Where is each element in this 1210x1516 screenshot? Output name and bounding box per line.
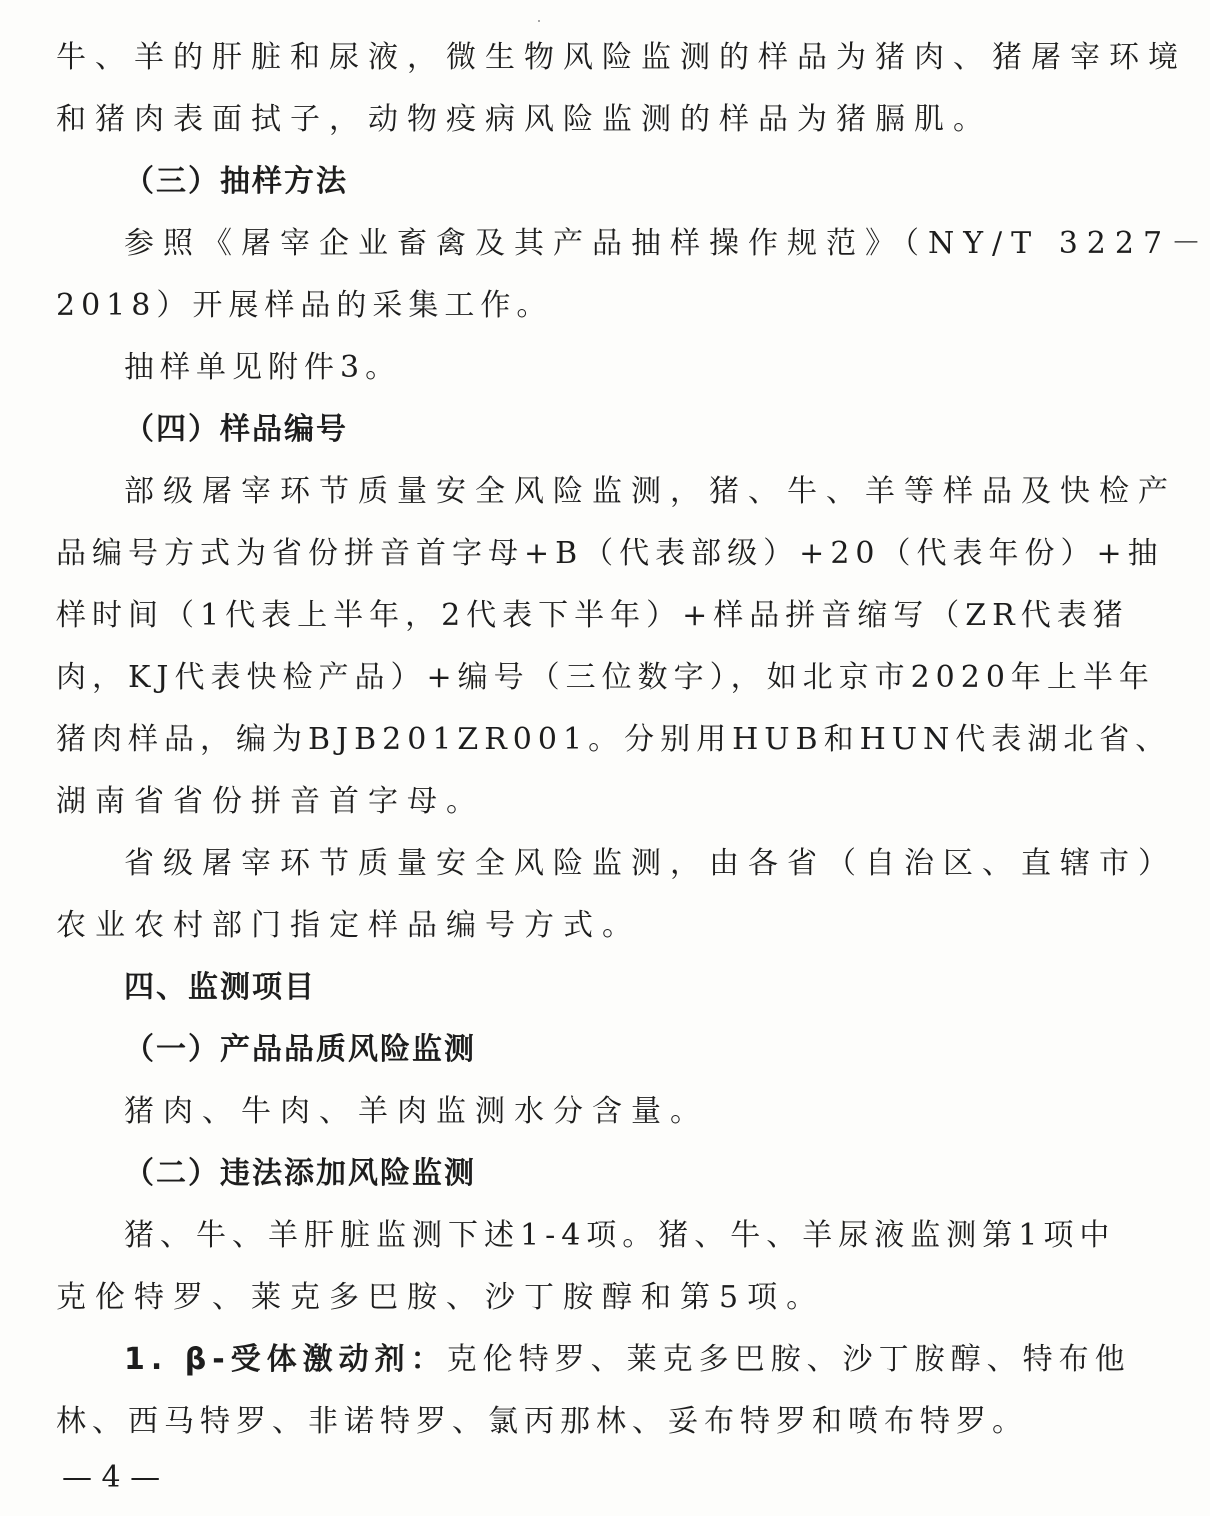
section-heading: （三）抽样方法 [124,164,348,199]
body-line: 猪肉、牛肉、羊肉监测水分含量。 [124,1094,709,1129]
chapter-heading: 四、监测项目 [124,970,316,1005]
body-line: 和猪肉表面拭子，动物疫病风险监测的样品为猪膈肌。 [56,102,992,137]
section-heading: （一）产品品质风险监测 [124,1032,476,1067]
body-line: 肉，KJ代表快检产品）+编号（三位数字），如北京市2020年上半年 [56,660,1155,695]
body-line: 克伦特罗、莱克多巴胺、沙丁胺醇和第5项。 [56,1280,826,1315]
body-line: 猪肉样品，编为BJB201ZR001。分别用HUB和HUN代表湖北省、 [56,722,1172,757]
item-1-text: 克伦特罗、莱克多巴胺、沙丁胺醇、特布他 [446,1342,1131,1377]
body-line: 2018）开展样品的采集工作。 [56,288,553,323]
body-line: 牛、羊的肝脏和尿液，微生物风险监测的样品为猪肉、猪屠宰环境 [56,40,1187,75]
body-line: 抽样单见附件3。 [124,350,402,385]
body-line: 省级屠宰环节质量安全风险监测，由各省（自治区、直辖市） [124,846,1177,881]
section-heading: （四）样品编号 [124,412,348,447]
body-line-item-1 [124,1340,1131,1380]
body-line: 样时间（1代表上半年，2代表下半年）+样品拼音缩写（ZR代表猪 [56,598,1129,633]
section-heading: （二）违法添加风险监测 [124,1156,476,1191]
body-line: 湖南省省份拼音首字母。 [56,784,485,819]
item-1-prefix: 1. β-受体激动剂： [124,1342,447,1377]
body-line: 部级屠宰环节质量安全风险监测，猪、牛、羊等样品及快检产 [124,474,1177,509]
page-number: — 4 — [62,1460,161,1495]
body-line: 农业农村部门指定样品编号方式。 [56,908,641,943]
body-line: 猪、牛、羊肝脏监测下述1-4项。猪、牛、羊尿液监测第1项中 [124,1218,1116,1253]
body-line: 品编号方式为省份拼音首字母+B（代表部级）+20（代表年份）+抽 [56,536,1164,571]
body-line: 参照《屠宰企业畜禽及其产品抽样操作规范》（NY/T 3227－ [124,226,1210,261]
body-line: 林、西马特罗、非诺特罗、氯丙那林、妥布特罗和喷布特罗。 [56,1404,1028,1439]
scan-speck [538,20,540,22]
